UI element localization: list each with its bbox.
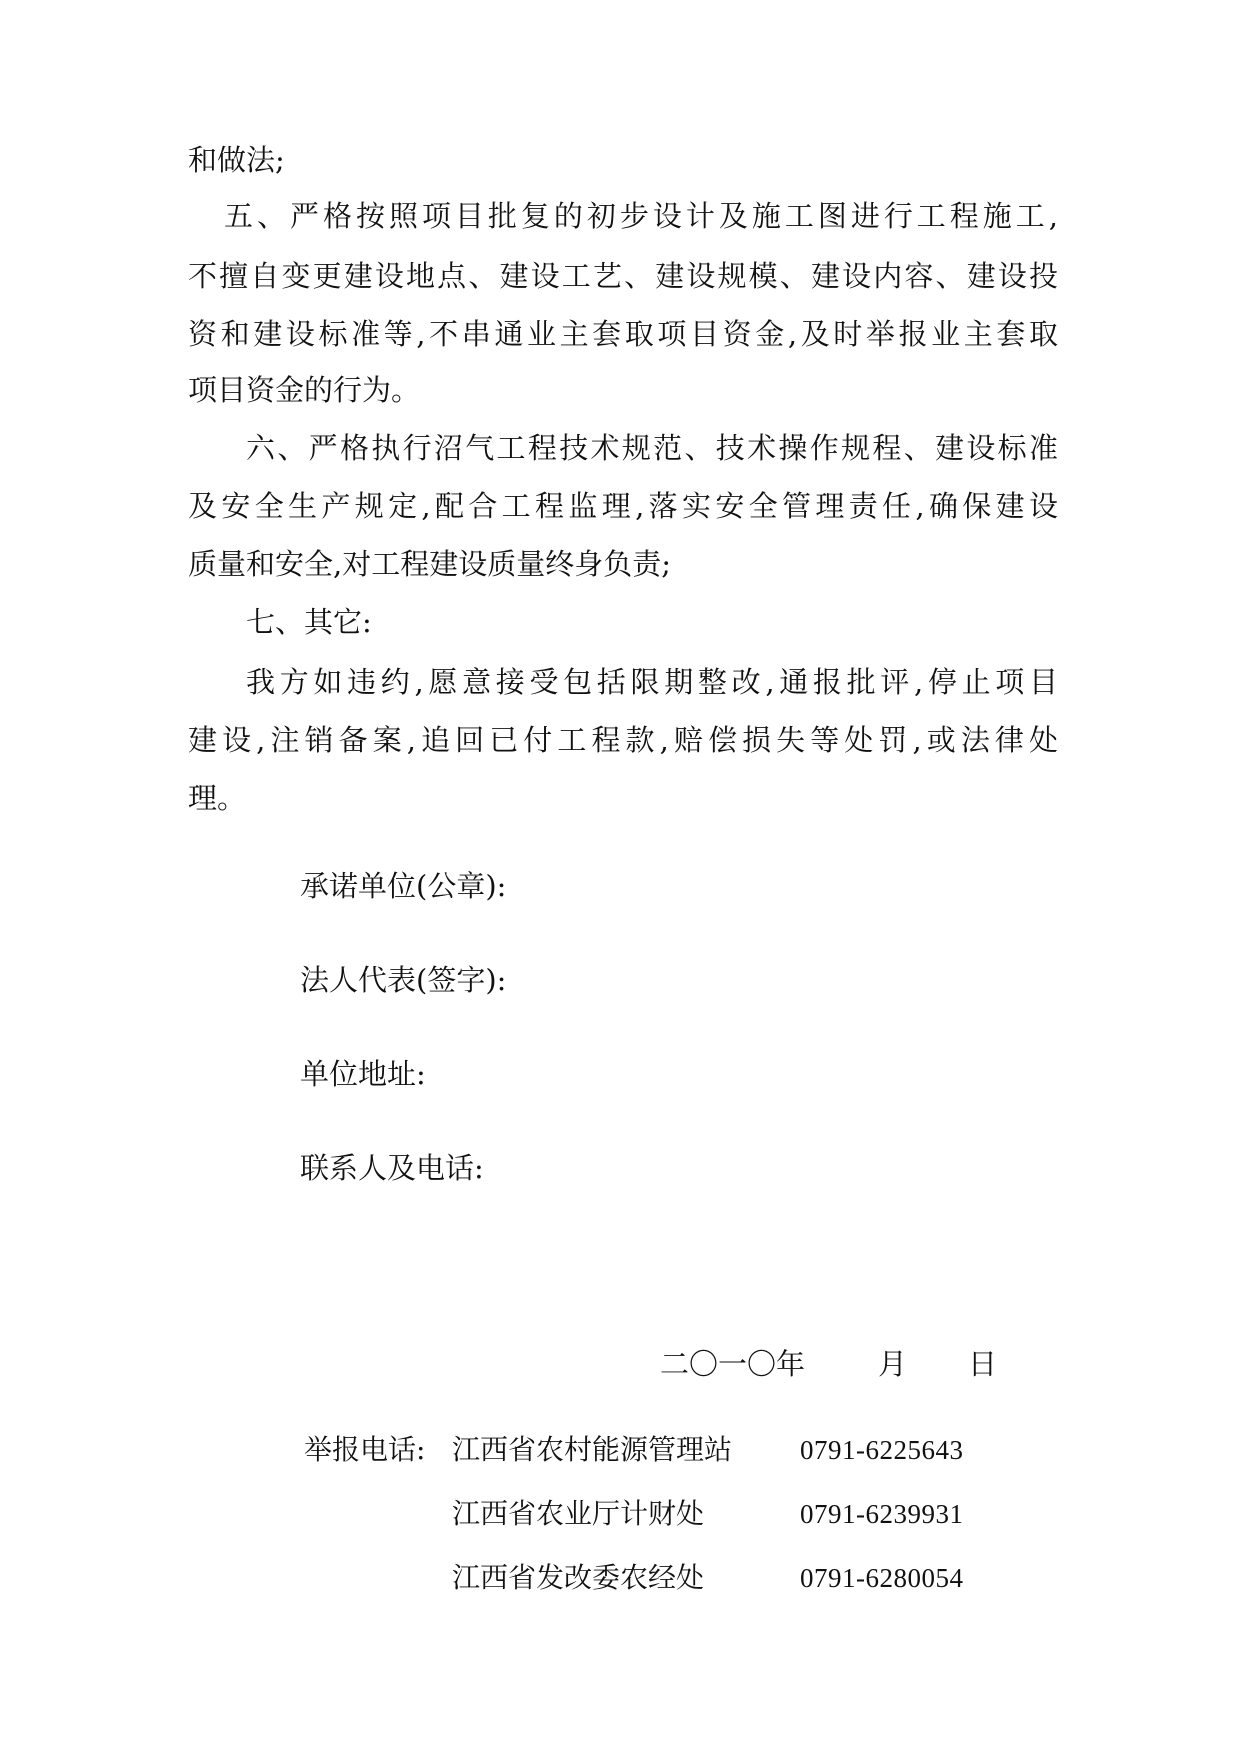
date-year: 二〇一〇年 [660, 1347, 806, 1381]
body-line: 质量和安全,对工程建设质量终身负责; [188, 547, 671, 581]
body-line: 和做法; [188, 143, 285, 177]
clause-seven-line: 七、其它: [246, 605, 372, 639]
body-line: 不擅自变更建设地点、建设工艺、建设规模、建设内容、建设投 [188, 259, 1058, 293]
hotline-org: 江西省农村能源管理站 [452, 1433, 733, 1466]
clause-five-line: 五、严格按照项目批复的初步设计及施工图进行工程施工, [224, 199, 1058, 233]
date-month: 月 [878, 1347, 908, 1381]
date-day: 日 [968, 1347, 998, 1381]
hotline-org: 江西省农业厅计财处 [452, 1497, 705, 1530]
body-line: 资和建设标准等,不串通业主套取项目资金,及时举报业主套取 [188, 317, 1058, 351]
legal-rep-label: 法人代表(签字): [300, 963, 507, 997]
hotline-org: 江西省发改委农经处 [452, 1561, 705, 1594]
pledge-unit-label: 承诺单位(公章): [300, 869, 507, 903]
clause-six-line: 六、严格执行沼气工程技术规范、技术操作规程、建设标准 [246, 431, 1058, 465]
body-line: 建设,注销备案,追回已付工程款,赔偿损失等处罚,或法律处 [188, 723, 1058, 757]
contact-label: 联系人及电话: [300, 1151, 484, 1185]
body-line: 项目资金的行为。 [188, 373, 421, 407]
hotline-phone: 0791-6280054 [800, 1563, 964, 1593]
penalty-line: 我方如违约,愿意接受包括限期整改,通报批评,停止项目 [246, 665, 1058, 699]
hotline-phone: 0791-6239931 [800, 1499, 964, 1529]
hotline-phone: 0791-6225643 [800, 1435, 964, 1465]
address-label: 单位地址: [300, 1057, 426, 1091]
hotline-label: 举报电话: [304, 1433, 426, 1466]
body-line: 及安全生产规定,配合工程监理,落实安全管理责任,确保建设 [188, 489, 1058, 523]
body-line: 理。 [188, 781, 247, 815]
